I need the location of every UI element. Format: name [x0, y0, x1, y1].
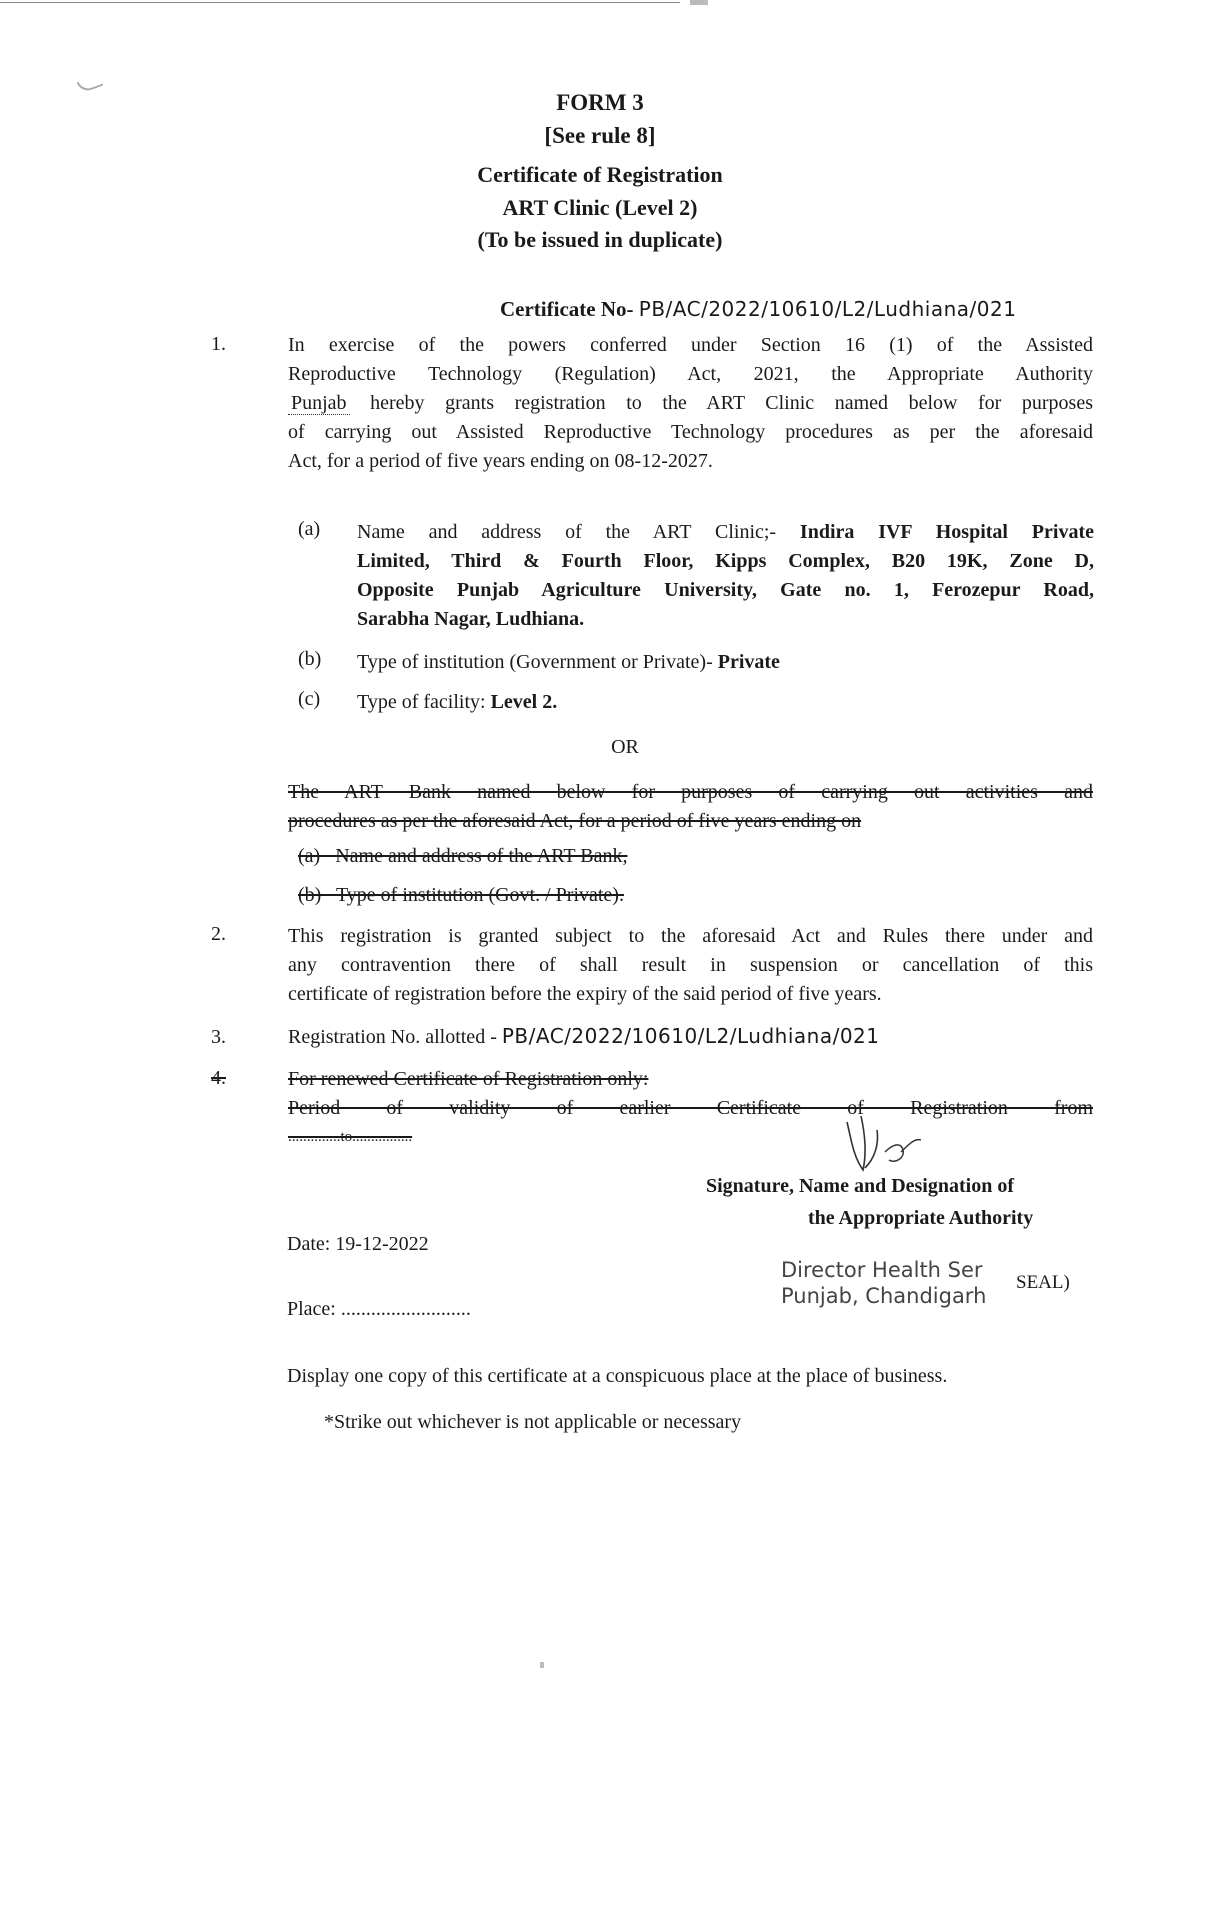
item-1-line-4: of carrying out Assisted Reproductive Technology procedures as per the aforesaid — [288, 421, 1093, 443]
clinic-c-label: (c) — [298, 688, 321, 710]
facility-type — [357, 688, 1094, 717]
institution-type-prefix: Type of institution (Government or Private)- — [357, 651, 713, 673]
facility-type-prefix: Type of facility: — [357, 691, 486, 713]
clinic-a-label: (a) — [298, 518, 321, 540]
certificate-title: Certificate of Registration — [477, 162, 723, 187]
clinic-name-address — [357, 518, 1094, 634]
item-4-line-2: Period of validity of earlier Certificate of Registration from — [288, 1097, 1093, 1119]
signature-title-line-2: the Appropriate Authority — [808, 1207, 1034, 1229]
clinic-a-line-1 — [357, 518, 1094, 547]
stamp-line-2: Punjab, Chandigarh — [781, 1284, 987, 1308]
scan-mark — [690, 0, 708, 5]
clinic-a-prefix: Name and address of the ART Clinic;- — [357, 521, 777, 543]
registration-number — [288, 1024, 880, 1049]
item-1-line-5: Act, for a period of five years ending on 08-12-2027. — [288, 450, 713, 472]
art-bank-line-2: procedures as per the aforesaid Act, for a period of five years ending on — [288, 810, 862, 832]
item-1-line-3 — [288, 389, 1093, 418]
scan-speck — [540, 1662, 544, 1668]
issue-note: (To be issued in duplicate) — [477, 227, 723, 252]
item-2-paragraph — [288, 922, 1093, 1009]
clinic-address-line-2: Limited, Third & Fourth Floor, Kipps Complex, B20 19K, Zone D, — [357, 550, 1094, 572]
item-2-number: 2. — [211, 923, 226, 945]
date-line: Date: 19-12-2022 — [287, 1233, 429, 1255]
or-separator: OR — [611, 736, 639, 758]
form-number: FORM 3 — [556, 90, 644, 115]
item-3-number: 3. — [211, 1026, 226, 1048]
institution-type — [357, 648, 1094, 677]
facility-type-value: Level 2. — [490, 691, 558, 713]
registration-number-value: PB/AC/2022/10610/L2/Ludhiana/021 — [501, 1024, 880, 1048]
rule-reference: [See rule 8] — [544, 123, 656, 148]
institution-type-value: Private — [717, 651, 780, 673]
stamp-line-1: Director Health Ser — [781, 1258, 983, 1282]
registration-number-label: Registration No. allotted - — [288, 1026, 497, 1048]
item-2-line-1: This registration is granted subject to the aforesaid Act and Rules there under and — [288, 925, 1093, 947]
item-4-line-3: ..............to................ — [288, 1129, 413, 1145]
item-2-line-3: certificate of registration before the expiry of the said period of five years. — [288, 983, 882, 1005]
authority-name: Punjab — [288, 392, 350, 415]
art-bank-paragraph — [288, 778, 1093, 836]
item-4-number: 4. — [211, 1067, 226, 1089]
clinic-address-line-4: Sarabha Nagar, Ludhiana. — [357, 608, 585, 630]
place-line: Place: .......................... — [287, 1298, 471, 1320]
item-2-line-2: any contravention there of shall result in suspension or cancellation of this — [288, 954, 1093, 976]
clinic-name: Indira IVF Hospital Private — [799, 521, 1094, 543]
item-1-line-2: Reproductive Technology (Regulation) Act, 2021, the Appropriate Authority — [288, 363, 1093, 385]
strike-out-note: *Strike out whichever is not applicable or necessary — [324, 1411, 742, 1433]
item-4-paragraph — [288, 1065, 1093, 1152]
item-1-number: 1. — [211, 333, 226, 355]
clinic-level-title: ART Clinic (Level 2) — [502, 195, 698, 220]
art-bank-line-1: The ART Bank named below for purposes of carrying out activities and — [288, 781, 1093, 803]
seal-label: SEAL) — [1016, 1272, 1070, 1293]
item-1-paragraph — [288, 331, 1093, 476]
item-1-line-3-rest: hereby grants registration to the ART Clinic named below for purposes — [370, 392, 1094, 414]
display-note: Display one copy of this certificate at a conspicuous place at the place of business. — [287, 1365, 948, 1387]
clinic-b-label: (b) — [298, 648, 322, 670]
certificate-number-value: PB/AC/2022/10610/L2/Ludhiana/021 — [638, 297, 1017, 321]
top-rule — [0, 2, 680, 3]
signature-title-line-1: Signature, Name and Designation of — [706, 1175, 1014, 1197]
item-4-line-1: For renewed Certificate of Registration only: — [288, 1068, 649, 1090]
item-1-line-1: In exercise of the powers conferred under Section 16 (1) of the Assisted — [288, 334, 1093, 356]
art-bank-b: (b) Type of institution (Govt. / Private). — [298, 884, 624, 906]
art-bank-a: (a) Name and address of the ART Bank, — [298, 845, 628, 867]
certificate-number-label: Certificate No- — [500, 297, 634, 321]
certificate-number — [500, 297, 1016, 322]
clinic-address-line-3: Opposite Punjab Agriculture University, Gate no. 1, Ferozepur Road, — [357, 579, 1094, 601]
